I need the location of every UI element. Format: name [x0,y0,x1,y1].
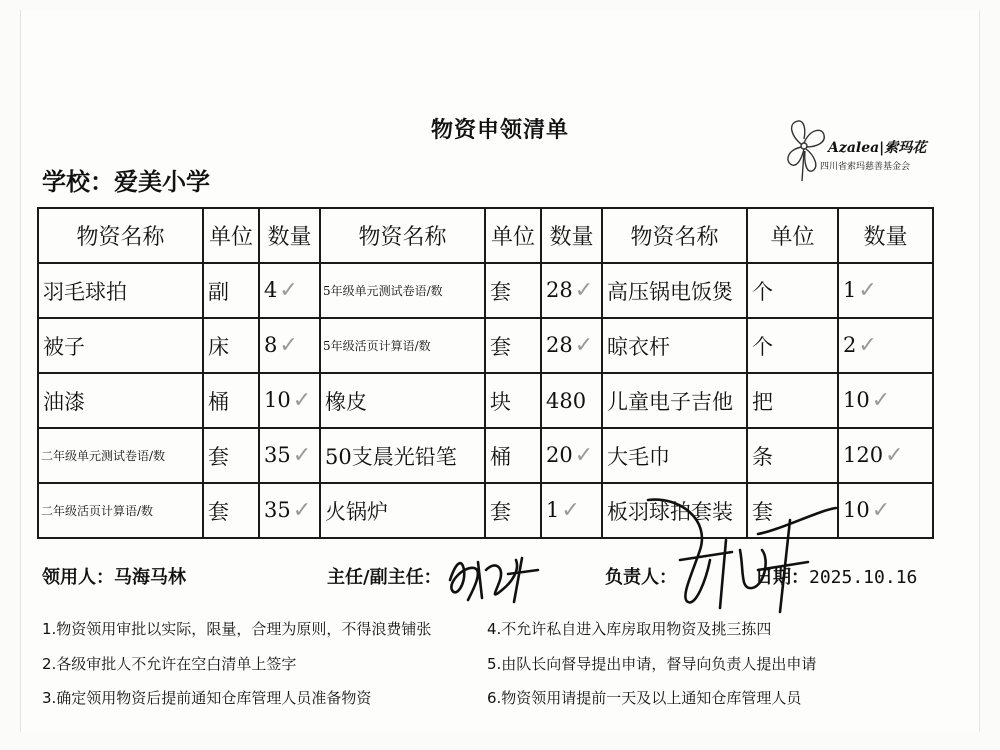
item-quantity [541,263,602,318]
recipient-name: 马海马林 [114,567,186,588]
quantity-value: 4 [264,278,278,302]
quantity-value: 1 [546,498,560,522]
item-unit: 套 [485,483,541,538]
foundation-logo [780,115,927,185]
item-name: 儿童电子吉他 [602,373,747,428]
logo-org: 四川省索玛慈善基金会 [820,162,911,172]
director-label: 主任/副主任： [327,567,442,588]
item-name: 油漆 [38,373,203,428]
header-item-name: 物资名称 [602,208,747,263]
note-1: 1.物资领用审批以实际，限量，合理为原则，不得浪费铺张 [42,620,432,638]
note-4: 4.不允许私自进入库房取用物资及挑三拣四 [487,620,772,638]
check-mark-icon: ✓ [574,278,594,303]
item-name: 5年级活页计算语/数 [320,318,485,373]
item-unit: 把 [747,373,838,428]
item-quantity [838,263,933,318]
check-mark-icon: ✓ [279,278,298,303]
note-6: 6.物资领用请提前一天及以上通知仓库管理人员 [487,689,802,707]
date-label: 日期： [755,567,809,588]
quantity-value: 8 [264,333,278,357]
item-quantity [838,318,933,373]
item-name: 高压锅电饭煲 [602,263,747,318]
table-header-row [38,208,933,263]
item-unit: 桶 [203,373,259,428]
note-2: 2.各级审批人不允许在空白清单上签字 [42,655,297,673]
quantity-value: 35 [264,498,291,522]
form-title: 物资申领清单 [430,118,569,143]
item-quantity [838,428,933,483]
director-signature [442,540,552,610]
header-unit: 单位 [485,208,541,263]
item-name: 被子 [38,318,203,373]
responsible-signature [640,490,840,615]
check-mark-icon: ✓ [574,443,594,468]
item-name: 5年级单元测试卷语/数 [320,263,485,318]
header-unit: 单位 [203,208,259,263]
item-quantity [541,318,602,373]
item-name: 橡皮 [320,373,485,428]
item-unit: 床 [203,318,259,373]
item-name: 板羽球拍套装 [602,483,747,538]
check-mark-icon: ✓ [871,388,891,413]
item-quantity [259,373,320,428]
check-mark-icon: ✓ [885,443,904,468]
item-unit: 个 [747,263,838,318]
item-quantity [259,428,320,483]
quantity-value: 1 [843,278,857,302]
item-quantity [541,373,602,428]
header-quantity: 数量 [838,208,933,263]
item-unit: 套 [203,483,259,538]
quantity-value: 10 [843,498,870,522]
header-quantity: 数量 [541,208,602,263]
quantity-value: 35 [264,443,291,467]
recipient-label: 领用人： [42,567,114,588]
quantity-value: 10 [264,388,291,412]
item-quantity [259,483,320,538]
quantity-value: 20 [546,443,573,467]
quantity-value: 10 [843,388,870,412]
item-unit: 块 [485,373,541,428]
check-mark-icon: ✓ [858,278,877,303]
header-item-name: 物资名称 [38,208,203,263]
item-quantity [541,428,602,483]
header-quantity: 数量 [259,208,320,263]
item-name: 二年级活页计算语/数 [38,483,203,538]
check-mark-icon: ✓ [292,388,312,413]
item-name: 羽毛球拍 [38,263,203,318]
table-row [38,373,933,428]
date-value: 2025.10.16 [809,567,918,588]
check-mark-icon: ✓ [574,333,594,358]
table-row [38,318,933,373]
header-unit: 单位 [747,208,838,263]
check-mark-icon: ✓ [292,443,312,468]
check-mark-icon: ✓ [871,498,891,523]
item-name: 晾衣杆 [602,318,747,373]
item-quantity [259,263,320,318]
item-unit: 副 [203,263,259,318]
recipient-field [42,563,186,589]
responsible-label: 负责人： [605,567,677,588]
item-unit: 套 [485,318,541,373]
item-quantity [259,318,320,373]
item-unit: 桶 [485,428,541,483]
check-mark-icon: ✓ [858,333,877,358]
item-quantity [838,373,933,428]
table-row [38,428,933,483]
item-name: 二年级单元测试卷语/数 [38,428,203,483]
item-name: 大毛巾 [602,428,747,483]
check-mark-icon: ✓ [279,333,298,358]
note-3: 3.确定领用物资后提前通知仓库管理人员准备物资 [42,689,372,707]
item-unit: 套 [203,428,259,483]
logo-brand: Azalea|索玛花 [828,140,927,156]
item-unit: 条 [747,428,838,483]
item-quantity [838,483,933,538]
check-mark-icon: ✓ [561,498,580,523]
check-mark-icon: ✓ [292,498,312,523]
item-unit: 个 [747,318,838,373]
item-unit: 套 [485,263,541,318]
quantity-value: 28 [546,333,573,357]
item-unit: 套 [747,483,838,538]
school-name: 学校：爱美小学 [42,168,210,196]
quantity-value: 28 [546,278,573,302]
note-5: 5.由队长向督导提出申请，督导向负责人提出申请 [487,655,817,673]
quantity-value: 120 [843,443,884,467]
quantity-value: 480 [546,388,587,413]
azalea-flower-icon [780,115,830,185]
item-name: 火锅炉 [320,483,485,538]
item-name: 50支晨光铅笔 [320,428,485,483]
table-row [38,263,933,318]
header-item-name: 物资名称 [320,208,485,263]
item-quantity [541,483,602,538]
quantity-value: 2 [843,333,857,357]
